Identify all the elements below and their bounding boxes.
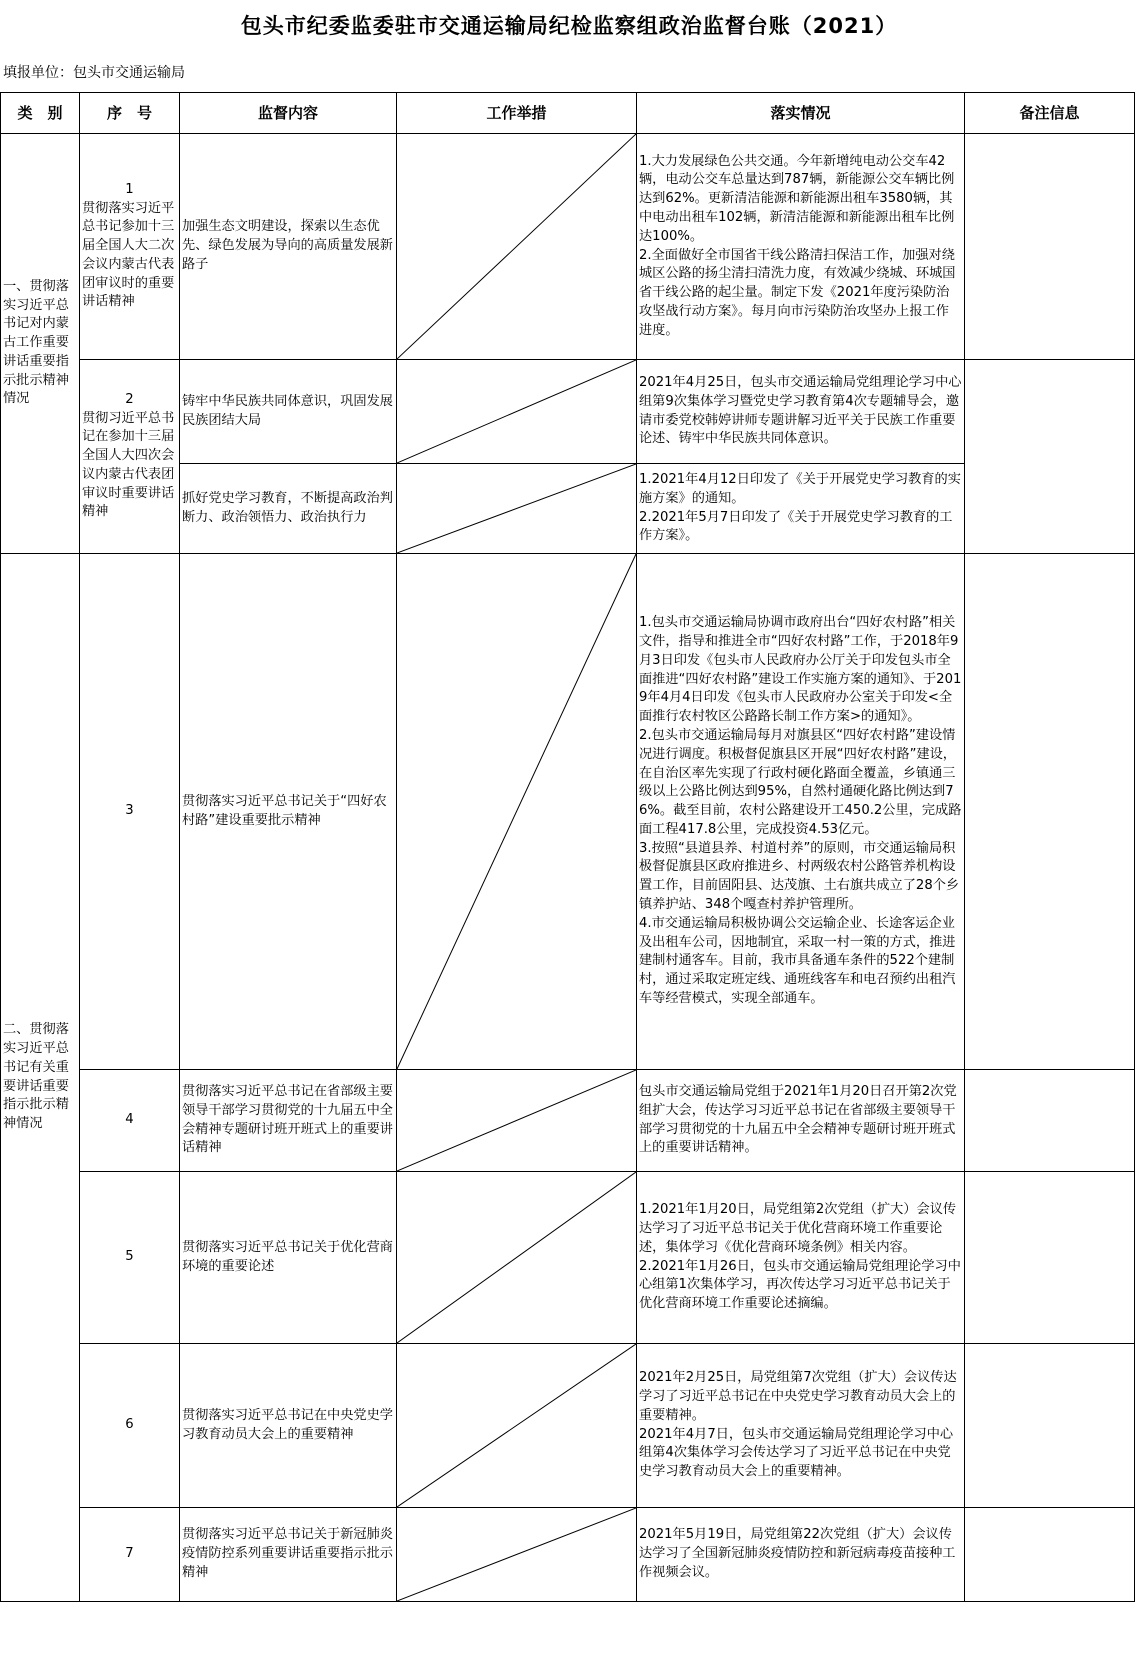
diagonal-line (397, 1344, 636, 1507)
implementation-cell (637, 1070, 965, 1172)
implementation-text: 2021年5月19日，局党组第22次党组（扩大）会议传达学习了全国新冠肺炎疫情防控和新冠病毒疫苗接种工作视频会议。 (639, 1527, 956, 1580)
table-header-row (1, 93, 1135, 134)
header-implementation: 落实情况 (637, 93, 965, 134)
page-title: 包头市纪委监委驻市交通运输局纪检监察组政治监督台账（2021） (240, 14, 898, 38)
implementation-cell (637, 1508, 965, 1602)
measures-cell (397, 134, 637, 360)
implementation-text: 1.包头市交通运输局协调市政府出台“四好农村路”相关文件，指导和推进全市“四好农村路”工作，于2018年9月3日印发《包头市人民政府办公厅关于印发包头市全面推进“四好农村路”建设工作实施方案的通知》、于2019年4月4日印发《包头市人民政府办公室关于印发<全面推行农村牧区公路路长制工作方案>的通知》。 (639, 615, 962, 725)
implementation-text: 3.按照“县道县养、村道村养”的原则，市交通运输局积极督促旗县区政府推进乡、村两级农村公路管养机构设置工作，目前固阳县、达茂旗、土右旗共成立了28个乡镇养护站、348个嘎查村养护管理所。 (639, 840, 960, 913)
implementation-text: 2.全面做好全市国省干线公路清扫保洁工作，加强对绕城区公路的扬尘清扫清洗力度，有效减少绕城、环城国省干线公路的起尘量。制定下发《2021年度污染防治攻坚战行动方案》。每月向市污染防治攻坚办上报工作进度。 (639, 247, 956, 338)
filing-unit: 填报单位：包头市交通运输局 (3, 65, 185, 81)
content-cell: 贯彻落实习近平总书记关于优化营商环境的重要论述 (180, 1172, 397, 1344)
implementation-cell (637, 134, 965, 360)
diagonal-line (397, 1172, 636, 1343)
remarks-cell (965, 134, 1135, 360)
header-seq: 序 号 (80, 93, 180, 134)
table-row (1, 1508, 1135, 1602)
measures-cell (397, 1172, 637, 1344)
implementation-cell (637, 1172, 965, 1344)
content-cell: 抓好党史学习教育，不断提高政治判断力、政治领悟力、政治执行力 (180, 464, 397, 554)
seq-cell: 4 (80, 1070, 180, 1172)
measures-cell (397, 1508, 637, 1602)
header-remarks: 备注信息 (965, 93, 1135, 134)
measures-cell (397, 464, 637, 554)
implementation-text: 4.市交通运输局积极协调公交运输企业、长途客运企业及出租车公司，因地制宜，采取一村一策的方式，推进建制村通客车。目前，我市具备通车条件的522个建制村，通过采取定班定线、通班线客车和电召预约出租汽车等经营模式，实现全部通车。 (639, 915, 956, 1007)
implementation-text: 2021年4月25日，包头市交通运输局党组理论学习中心组第9次集体学习暨党史学习教育第4次专题辅导会，邀请市委党校韩婷讲师专题讲解习近平关于民族工作重要论述、铸牢中华民族共同体意识。 (639, 374, 962, 447)
implementation-cell (637, 464, 965, 554)
remarks-cell (965, 1070, 1135, 1172)
diagonal-line (397, 464, 636, 553)
header-content: 监督内容 (180, 93, 397, 134)
seq-number: 1 (125, 181, 134, 197)
seq-cell (80, 360, 180, 554)
table-row (1, 1344, 1135, 1508)
measures-cell (397, 1070, 637, 1172)
category-cell: 二、贯彻落实习近平总书记有关重要讲话重要指示批示精神情况 (1, 554, 80, 1602)
content-cell: 铸牢中华民族共同体意识，巩固发展民族团结大局 (180, 360, 397, 464)
implementation-cell (637, 1344, 965, 1508)
implementation-text: 2021年2月25日，局党组第7次党组（扩大）会议传达学习了习近平总书记在中央党史学习教育动员大会上的重要精神。 (639, 1370, 957, 1423)
implementation-cell (637, 360, 965, 464)
seq-text: 贯彻落实习近平总书记参加十三届全国人大二次会议内蒙古代表团审议时的重要讲话精神 (82, 200, 175, 310)
diagonal-line (397, 360, 636, 463)
header-measures: 工作举措 (397, 93, 637, 134)
remarks-cell (965, 360, 1135, 554)
seq-cell: 6 (80, 1344, 180, 1508)
implementation-text: 1.2021年4月12日印发了《关于开展党史学习教育的实施方案》的通知。 (639, 471, 961, 506)
content-cell: 贯彻落实习近平总书记关于新冠肺炎疫情防控系列重要讲话重要指示批示精神 (180, 1508, 397, 1602)
implementation-text: 包头市交通运输局党组于2021年1月20日召开第2次党组扩大会，传达学习习近平总书记在省部级主要领导干部学习贯彻党的十九届五中全会精神专题研讨班开班式上的重要讲话精神。 (639, 1083, 957, 1156)
implementation-text: 2.包头市交通运输局每月对旗县区“四好农村路”建设情况进行调度。积极督促旗县区开展“四好农村路”建设，在自治区率先实现了行政村硬化路面全覆盖，乡镇通三级以上公路比例达到95%，自然村通硬化路比例达到76%。截至目前，农村公路建设开工450.2公里，完成路面工程417.8公里，完成投资4.53亿元。 (639, 727, 962, 837)
content-cell: 贯彻落实习近平总书记关于“四好农村路”建设重要批示精神 (180, 554, 397, 1070)
measures-cell (397, 1344, 637, 1508)
table-row (1, 554, 1135, 1070)
table-row (1, 360, 1135, 464)
remarks-cell (965, 554, 1135, 1070)
diagonal-line (397, 134, 636, 359)
diagonal-line (397, 1508, 636, 1601)
category-cell: 一、贯彻落实习近平总书记对内蒙古工作重要讲话重要指示批示精神情况 (1, 134, 80, 554)
implementation-text: 2.2021年1月26日，包头市交通运输局党组理论学习中心组第1次集体学习，再次传达学习习近平总书记关于优化营商环境工作重要论述摘编。 (639, 1258, 961, 1312)
implementation-text: 2021年4月7日，包头市交通运输局党组理论学习中心组第4次集体学习会传达学习了习近平总书记在中央党史学习教育动员大会上的重要精神。 (639, 1426, 954, 1480)
seq-cell: 3 (80, 554, 180, 1070)
remarks-cell (965, 1508, 1135, 1602)
content-cell: 贯彻落实习近平总书记在中央党史学习教育动员大会上的重要精神 (180, 1344, 397, 1508)
header-category: 类 别 (1, 93, 80, 134)
seq-text: 贯彻习近平总书记在参加十三届全国人大四次会议内蒙古代表团审议时重要讲话精神 (82, 410, 175, 520)
diagonal-line (397, 554, 636, 1069)
table-row (1, 134, 1135, 360)
table-row (1, 1070, 1135, 1172)
remarks-cell (965, 1344, 1135, 1508)
diagonal-line (397, 1070, 636, 1171)
supervision-ledger-table (0, 92, 1135, 1602)
seq-cell: 7 (80, 1508, 180, 1602)
seq-cell (80, 134, 180, 360)
seq-cell: 5 (80, 1172, 180, 1344)
content-cell: 贯彻落实习近平总书记在省部级主要领导干部学习贯彻党的十九届五中全会精神专题研讨班开班式上的重要讲话精神 (180, 1070, 397, 1172)
table-row (1, 1172, 1135, 1344)
implementation-cell (637, 554, 965, 1070)
implementation-text: 2.2021年5月7日印发了《关于开展党史学习教育的工作方案》。 (639, 509, 953, 544)
remarks-cell (965, 1172, 1135, 1344)
implementation-text: 1.大力发展绿色公共交通。今年新增纯电动公交车42辆，电动公交车总量达到787辆，新能源公交车辆比例达到62%。更新清洁能源和新能源出租车3580辆，其中电动出租车102辆，新清洁能源和新能源出租车比例达100%。 (639, 153, 955, 244)
measures-cell (397, 360, 637, 464)
implementation-text: 1.2021年1月20日，局党组第2次党组（扩大）会议传达学习了习近平总书记关于优化营商环境工作重要论述，集体学习《优化营商环境条例》相关内容。 (639, 1202, 957, 1255)
seq-number: 2 (125, 391, 134, 407)
measures-cell (397, 554, 637, 1070)
content-cell: 加强生态文明建设，探索以生态优先、绿色发展为导向的高质量发展新路子 (180, 134, 397, 360)
